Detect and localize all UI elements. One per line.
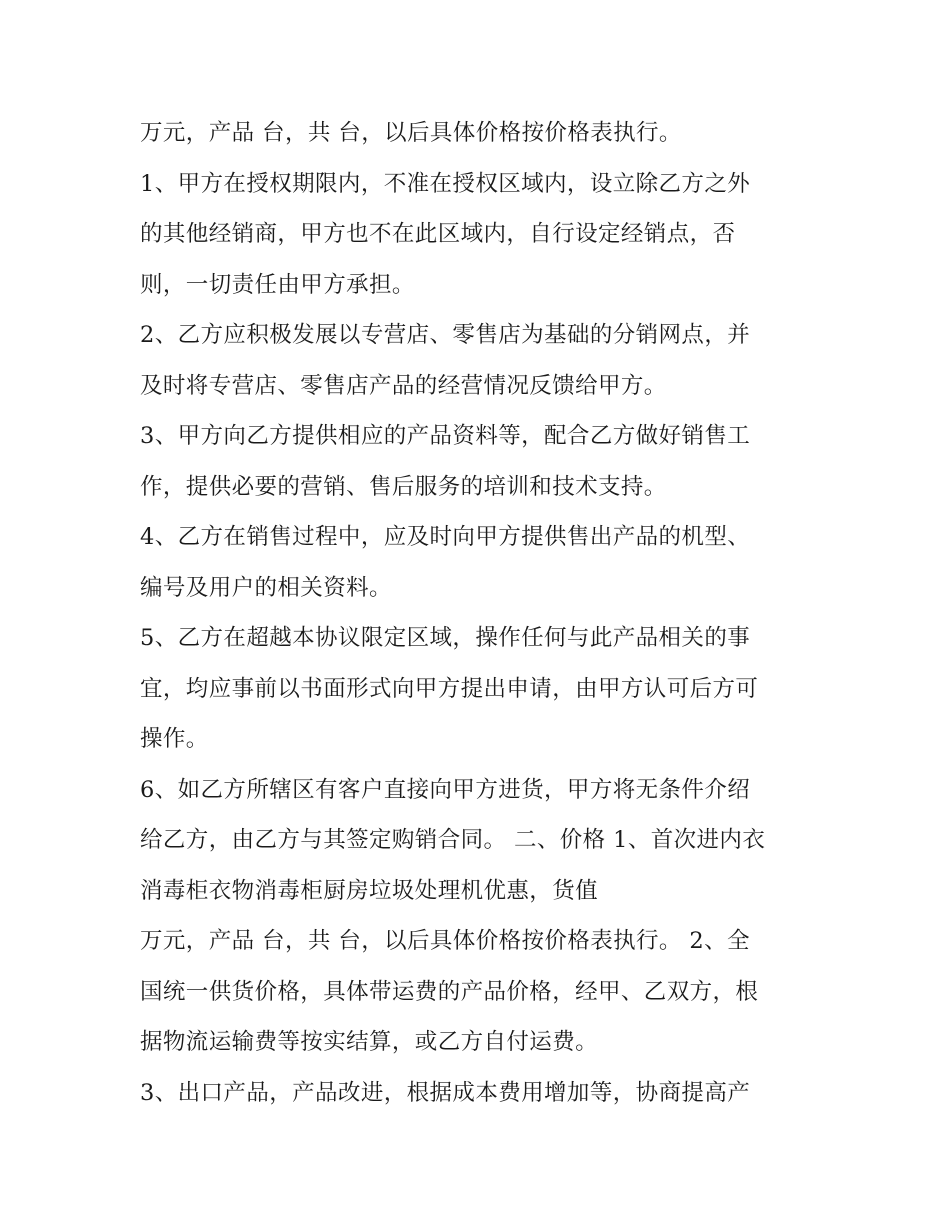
text-line: 操作。 [140,726,209,752]
text-line: 则，一切责任由甲方承担。 [140,271,415,298]
text-line: 消毒柜衣物消毒柜厨房垃圾处理机优惠，货值 [140,877,599,904]
text-line: 3、甲方向乙方提供相应的产品资料等，配合乙方做好销售工 [140,423,751,449]
text-line: 宜，均应事前以书面形式向甲方提出申请，由甲方认可后方可 [140,675,759,702]
text-line: 万元，产品 台，共 台，以后具体价格按价格表执行。 2、全 [140,928,750,954]
text-line: 5、乙方在超越本协议限定区域，操作任何与此产品相关的事 [140,625,751,651]
text-line: 国统一供货价格，具体带运费的产品价格，经甲、乙双方，根 [140,978,759,1005]
document-body [140,108,820,1118]
text-line: 及时将专营店、零售店产品的经营情况反馈给甲方。 [140,372,667,399]
text-line: 3、出口产品，产品改进，根据成本费用增加等，协商提高产 [140,1079,751,1106]
text-line: 1、甲方在授权期限内，不准在授权区域内，设立除乙方之外 [140,170,751,197]
text-line: 6、如乙方所辖区有客户直接向甲方进货，甲方将无条件介绍 [140,776,751,803]
text-line: 的其他经销商，甲方也不在此区域内，自行设定经销点，否 [140,221,736,247]
text-line: 万元，产品 台，共 台，以后具体价格按价格表执行。 [140,120,682,146]
text-line: 编号及用户的相关资料。 [140,574,392,601]
text-line: 4、乙方在销售过程中，应及时向甲方提供售出产品的机型、 [140,524,751,550]
text-line: 2、乙方应积极发展以专营店、零售店为基础的分销网点，并 [140,322,751,348]
text-line: 据物流运输费等按实结算，或乙方自付运费。 [140,1029,599,1055]
text-line: 给乙方，由乙方与其签定购销合同。 二、价格 1、首次进内衣 [140,827,766,853]
text-line: 作，提供必要的营销、售后服务的培训和技术支持。 [140,473,667,500]
